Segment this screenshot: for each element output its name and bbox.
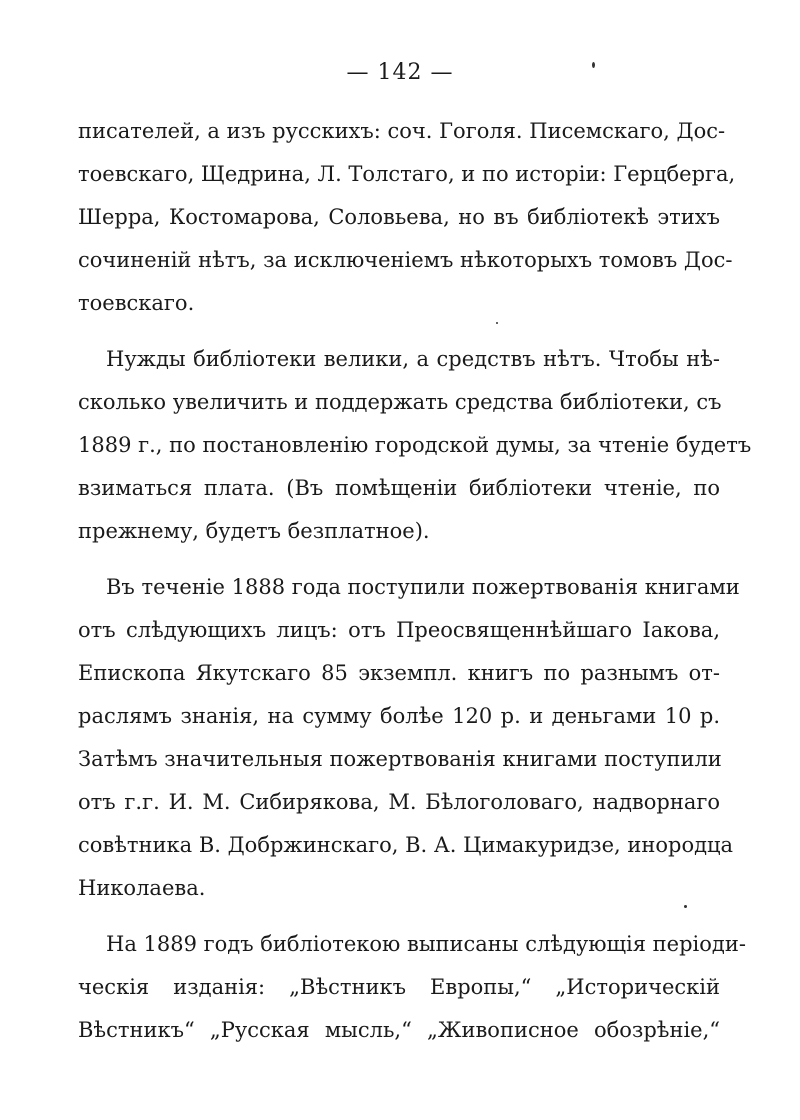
text-line: сочиненій нѣтъ, за исключеніемъ нѣкоторыхъ томовъ Дос- — [78, 248, 733, 272]
paragraph — [78, 338, 752, 553]
text-line: Затѣмъ значительныя пожертвованія книгами поступили — [78, 747, 722, 771]
paragraph — [78, 923, 746, 1052]
text-line: ческія изданія: „Вѣстникъ Европы,“ „Историческій — [78, 975, 720, 999]
paragraph — [78, 110, 736, 325]
text-line: 1889 г., по постановленію городской думы, за чтеніе будетъ — [78, 433, 752, 457]
text-line: отъ г.г. И. М. Сибирякова, М. Бѣлоголоваго, надворнаго — [78, 790, 720, 814]
text-line: раслямъ знанія, на сумму болѣе 120 р. и деньгами 10 р. — [78, 704, 720, 728]
text-line: отъ слѣдующихъ лицъ: отъ Преосвященнѣйшаго Іакова, — [78, 618, 720, 642]
text-line: писателей, а изъ русскихъ: соч. Гоголя. Писемскаго, Дос- — [78, 119, 726, 143]
text-line: совѣтника В. Добржинскаго, В. А. Цимакуридзе, инородца — [78, 833, 734, 857]
text-line: Николаева. — [78, 876, 206, 900]
text-line: тоевскаго, Щедрина, Л. Толстаго, и по исторіи: Герцберга, — [78, 162, 736, 186]
body-text — [78, 110, 752, 1052]
print-speck — [592, 62, 595, 68]
text-line: взиматься плата. (Въ помѣщеніи библіотеки чтеніе, по — [78, 476, 720, 500]
text-line: сколько увеличить и поддержать средства библіотеки, съ — [78, 390, 722, 414]
text-line: Въ теченіе 1888 года поступили пожертвованія книгами — [106, 575, 740, 599]
text-line: Нужды библіотеки велики, а средствъ нѣтъ. Чтобы нѣ- — [106, 347, 720, 371]
paragraph — [78, 566, 740, 910]
text-line: тоевскаго. — [78, 291, 195, 315]
print-speck — [684, 905, 687, 908]
page-number: — 142 — — [346, 60, 454, 85]
print-speck — [496, 322, 498, 324]
text-line: прежнему, будетъ безплатное). — [78, 519, 430, 543]
text-line: Епископа Якутскаго 85 экземпл. книгъ по разнымъ от- — [78, 661, 720, 685]
text-line: Шерра, Костомарова, Соловьева, но въ библіотекѣ этихъ — [78, 205, 720, 229]
text-line: На 1889 годъ библіотекою выписаны слѣдующія періоди- — [106, 932, 746, 956]
text-line: Вѣстникъ“ „Русская мысль,“ „Живописное обозрѣніе,“ — [78, 1018, 720, 1042]
